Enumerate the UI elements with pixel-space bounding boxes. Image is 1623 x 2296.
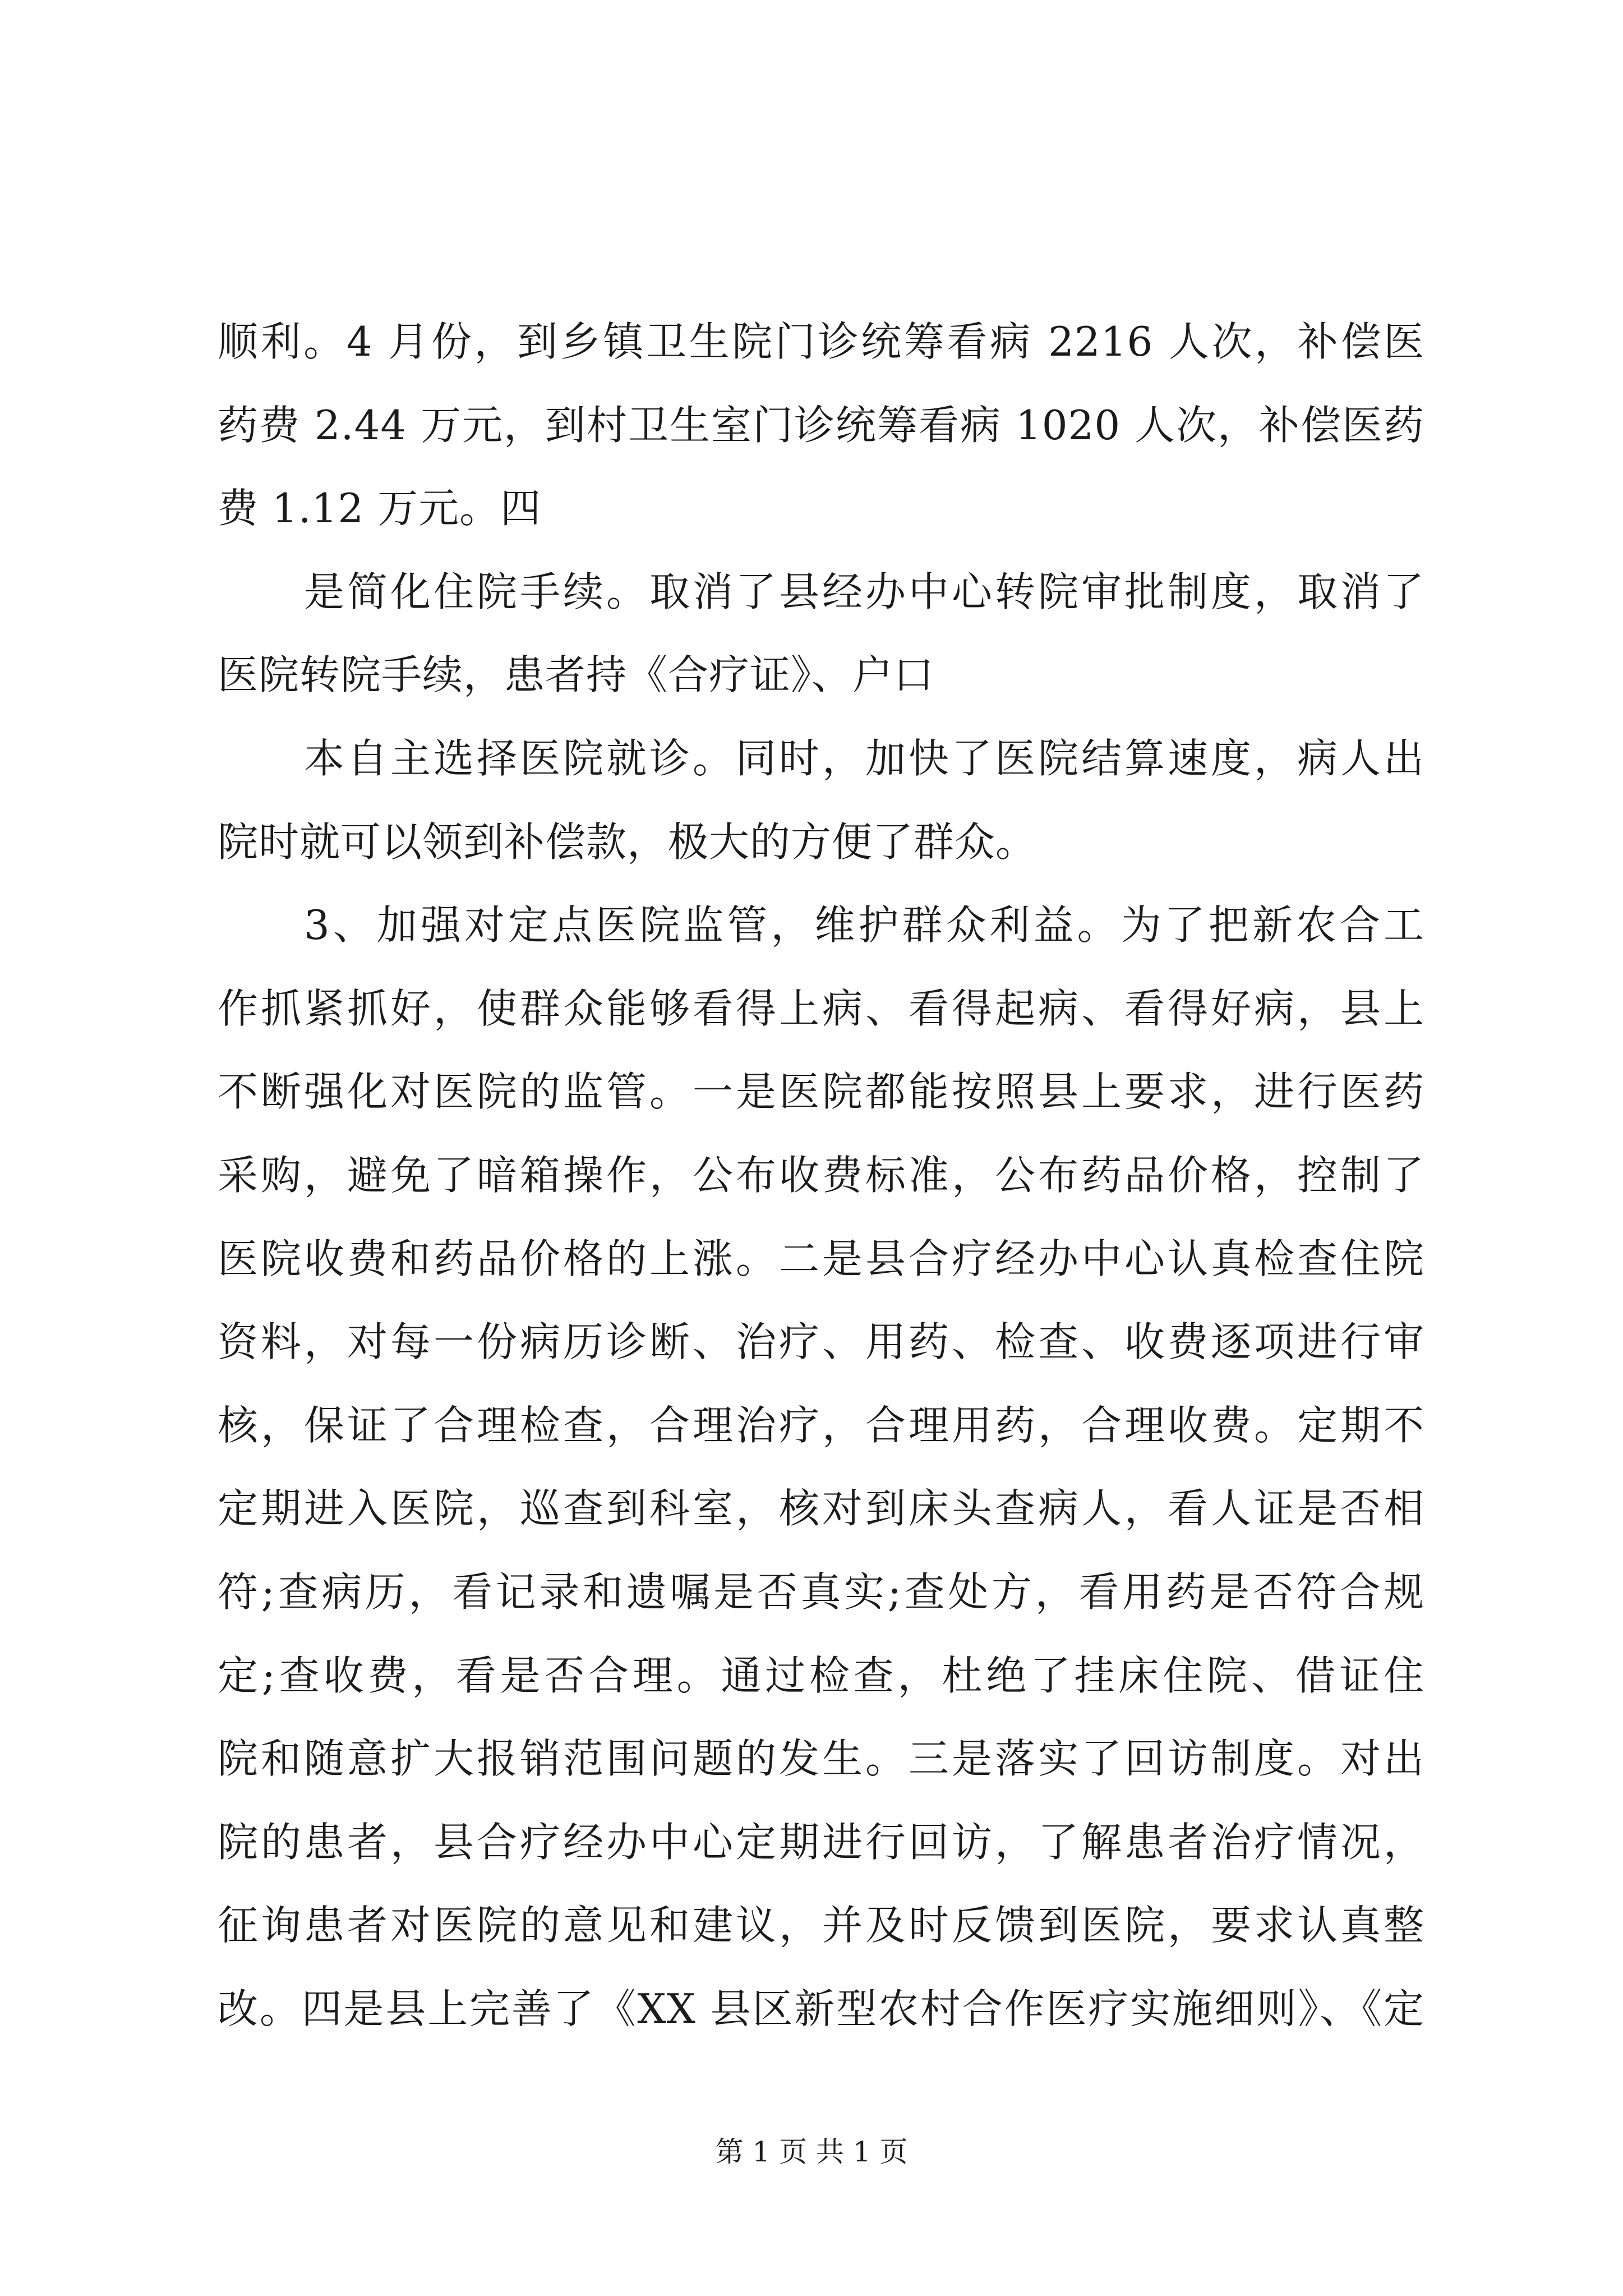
page-number-footer: 第 1 页 共 1 页 — [715, 2136, 908, 2168]
text-line: 征询患者对医院的意见和建议，并及时反馈到医院，要求认真整 — [218, 1902, 1424, 1949]
text-line: 采购，避免了暗箱操作，公布收费标准，公布药品价格，控制了 — [218, 1151, 1424, 1199]
text-line: 作抓紧抓好，使群众能够看得上病、看得起病、看得好病，县上 — [218, 984, 1424, 1032]
text-line: 院和随意扩大报销范围问题的发生。三是落实了回访制度。对出 — [218, 1735, 1424, 1783]
text-line: 是简化住院手续。取消了县经办中心转院审批制度，取消了 — [304, 568, 1424, 615]
text-line: 顺利。4 月份，到乡镇卫生院门诊统筹看病 2216 人次，补偿医 — [218, 318, 1424, 365]
paragraph — [218, 717, 1424, 884]
text-line: 资料，对每一份病历诊断、治疗、用药、检查、收费逐项进行审 — [218, 1318, 1424, 1366]
text-line: 定;查收费，看是否合理。通过检查，杜绝了挂床住院、借证住 — [218, 1651, 1424, 1699]
text-line: 改。四是县上完善了《XX 县区新型农村合作医疗实施细则》、《定 — [218, 1985, 1424, 2032]
paragraph — [218, 300, 1424, 550]
text-line: 本自主选择医院就诊。同时，加快了医院结算速度，病人出 — [304, 734, 1424, 782]
paragraph — [218, 550, 1424, 717]
text-line: 药费 2.44 万元，到村卫生室门诊统筹看病 1020 人次，补偿医药 — [218, 401, 1424, 449]
text-line: 核，保证了合理检查，合理治疗，合理用药，合理收费。定期不 — [218, 1401, 1424, 1449]
paragraph — [218, 884, 1424, 2050]
text-line: 3、加强对定点医院监管，维护群众利益。为了把新农合工 — [304, 901, 1424, 949]
text-line: 定期进入医院，巡查到科室，核对到床头查病人，看人证是否相 — [218, 1485, 1424, 1533]
text-line: 医院转院手续，患者持《合疗证》、户口 — [218, 651, 935, 699]
text-line: 院的患者，县合疗经办中心定期进行回访，了解患者治疗情况， — [218, 1818, 1424, 1866]
text-line: 院时就可以领到补偿款，极大的方便了群众。 — [218, 818, 1037, 866]
text-line: 医院收费和药品价格的上涨。二是县合疗经办中心认真检查住院 — [218, 1235, 1424, 1282]
text-line: 费 1.12 万元。四 — [218, 485, 542, 532]
text-line: 符;查病历，看记录和遗嘱是否真实;查处方，看用药是否符合规 — [218, 1568, 1424, 1616]
document-body — [218, 300, 1424, 2050]
text-line: 不断强化对医院的监管。一是医院都能按照县上要求，进行医药 — [218, 1068, 1424, 1116]
